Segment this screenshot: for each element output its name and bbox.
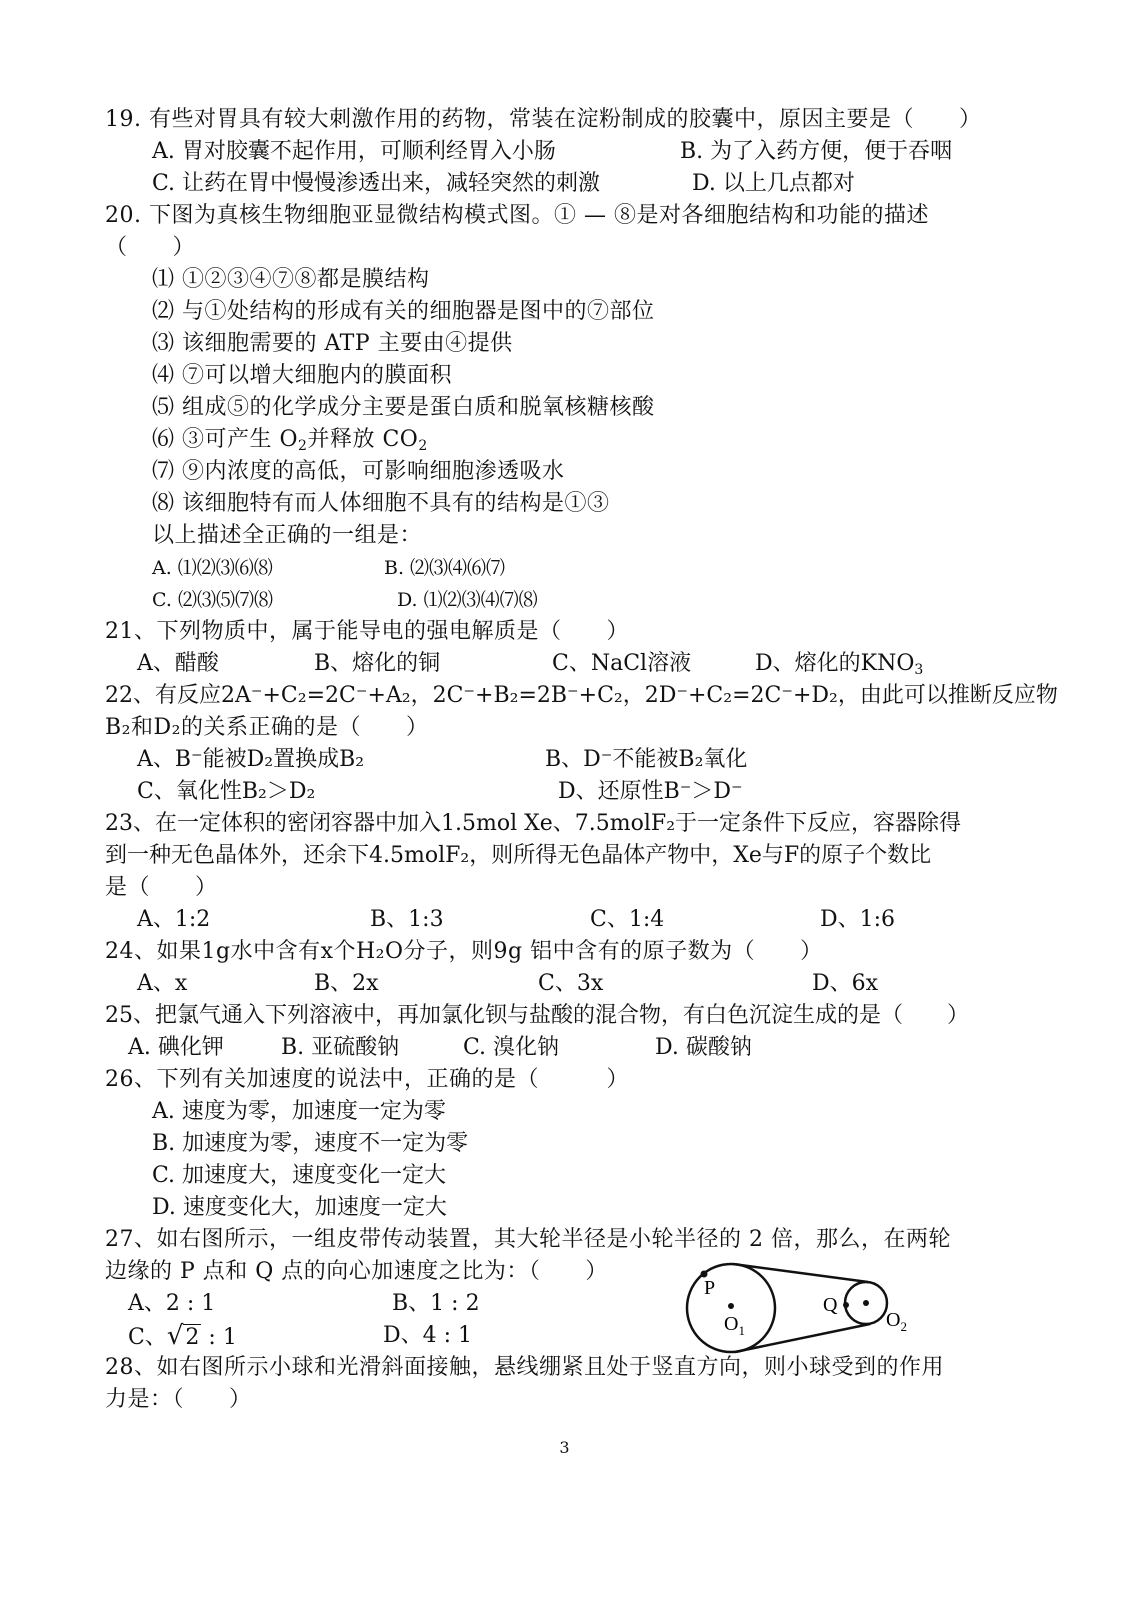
q22-option-d: D、还原性B⁻＞D⁻: [558, 779, 743, 804]
q20-item-4: ⑷ ⑦可以增大细胞内的膜面积: [152, 363, 452, 388]
q23-stem-line1: 23、在一定体积的密闭容器中加入1.5mol Xe、7.5molF₂于一定条件下反应，容器除得: [105, 811, 962, 836]
page-number: 3: [559, 1438, 570, 1457]
q23-stem-line2: 到一种无色晶体外，还余下4.5molF₂，则所得无色晶体产物中，Xe与F的原子个数比: [105, 843, 932, 868]
q24-option-d: D、6x: [812, 971, 879, 996]
center-o2: [863, 1300, 869, 1306]
q20-summary: 以上描述全正确的一组是：: [152, 523, 423, 548]
q26-option-b: B. 加速度为零，速度不一定为零: [152, 1131, 469, 1156]
q27-option-d: D、4 : 1: [383, 1323, 473, 1348]
q20-option-a: A. ⑴⑵⑶⑹⑻: [152, 557, 273, 579]
q25-option-d: D. 碳酸钠: [655, 1035, 752, 1060]
q26-option-c: C. 加速度大，速度变化一定大: [152, 1163, 447, 1188]
q26-option-a: A. 速度为零，加速度一定为零: [152, 1099, 446, 1124]
q24-option-c: C、3x: [538, 971, 604, 996]
q28-stem-line1: 28、如右图所示小球和光滑斜面接触，悬线绷紧且处于竖直方向，则小球受到的作用: [105, 1355, 944, 1380]
q22-stem-line2: B₂和D₂的关系正确的是（ ）: [105, 715, 429, 740]
q20-option-c: C. ⑵⑶⑸⑺⑻: [152, 589, 273, 611]
q22-stem-line1: 22、有反应2A⁻+C₂=2C⁻+A₂，2C⁻+B₂=2B⁻+C₂，2D⁻+C₂=2C⁻+D₂，由此可以推断反应物: [105, 683, 1058, 708]
q22-option-b: B、D⁻不能被B₂氧化: [545, 747, 748, 772]
q20-option-d: D. ⑴⑵⑶⑷⑺⑻: [397, 589, 538, 611]
q23-option-c: C、1:4: [590, 907, 665, 932]
q23-option-b: B、1:3: [370, 907, 444, 932]
q24-stem: 24、如果1g水中含有x个H₂O分子，则9g 铝中含有的原子数为（ ）: [105, 939, 823, 964]
q19-option-d: D. 以上几点都对: [692, 171, 855, 196]
q23-option-d: D、1:6: [820, 907, 896, 932]
q21-option-b: B、熔化的铜: [314, 651, 441, 676]
q20-item-1: ⑴ ①②③④⑦⑧都是膜结构: [152, 267, 430, 292]
label-o1: $O_1$: [724, 1313, 745, 1338]
q20-item-3: ⑶ 该细胞需要的 ATP 主要由④提供: [152, 331, 513, 356]
label-o2: $O_2$: [886, 1309, 907, 1334]
q27-option-c: C、√2 : 1: [128, 1321, 237, 1351]
q21-option-d: D、熔化的$KNO_3$: [755, 651, 924, 678]
q25-option-c: C. 溴化钠: [463, 1035, 560, 1060]
q23-stem-line3: 是（ ）: [105, 875, 218, 900]
belt-top: [733, 1264, 868, 1282]
label-p: P: [704, 1277, 716, 1299]
q27-stem-line1: 27、如右图所示，一组皮带传动装置，其大轮半径是小轮半径的 2 倍，那么，在两轮: [105, 1227, 951, 1252]
q26-stem: 26、下列有关加速度的说法中，正确的是（ ）: [105, 1067, 629, 1092]
q25-stem: 25、把氯气通入下列溶液中，再加氯化钡与盐酸的混合物，有白色沉淀生成的是（ ）: [105, 1003, 969, 1028]
q21-stem: 21、下列物质中，属于能导电的强电解质是（ ）: [105, 619, 629, 644]
center-o1: [728, 1303, 734, 1309]
q20-paren: （ ）: [105, 235, 196, 260]
q27-option-b: B、1 : 2: [392, 1291, 480, 1316]
q28-stem-line2: 力是：（ ）: [105, 1387, 252, 1412]
q21-option-c: C、NaCl溶液: [552, 651, 692, 676]
q20-item-6: ⑹ ③可产生 $O_2$并释放 $CO_2$: [152, 427, 428, 454]
q27-option-a: A、2 : 1: [128, 1291, 216, 1316]
q20-item-2: ⑵ 与①处结构的形成有关的细胞器是图中的⑦部位: [152, 299, 655, 324]
q21-option-a: A、醋酸: [137, 651, 219, 676]
q26-option-d: D. 速度变化大，加速度一定大: [152, 1195, 447, 1220]
q19-stem: 19. 有些对胃具有较大刺激作用的药物，常装在淀粉制成的胶囊中，原因主要是（ ）: [105, 107, 982, 132]
q22-option-c: C、氧化性B₂＞D₂: [137, 779, 316, 804]
belt-bottom: [735, 1324, 870, 1352]
belt-pulley-figure: [680, 1258, 920, 1358]
q19-option-b: B. 为了入药方便，便于吞咽: [680, 139, 953, 164]
q20-item-8: ⑻ 该细胞特有而人体细胞不具有的结构是①③: [152, 491, 610, 516]
q25-option-a: A. 碘化钾: [128, 1035, 224, 1060]
q22-option-a: A、B⁻能被D₂置换成B₂: [137, 747, 365, 772]
label-q: Q: [823, 1294, 838, 1316]
q27-stem-line2: 边缘的 P 点和 Q 点的向心加速度之比为：（ ）: [105, 1259, 608, 1284]
q19-option-c: C. 让药在胃中慢慢渗透出来，减轻突然的刺激: [152, 171, 601, 196]
q24-option-b: B、2x: [314, 971, 379, 996]
q25-option-b: B. 亚硫酸钠: [281, 1035, 400, 1060]
q20-item-5: ⑸ 组成⑤的化学成分主要是蛋白质和脱氧核糖核酸: [152, 395, 655, 420]
point-q: [843, 1302, 849, 1308]
q24-option-a: A、x: [137, 971, 188, 996]
q20-item-7: ⑺ ⑨内浓度的高低，可影响细胞渗透吸水: [152, 459, 565, 484]
q23-option-a: A、1:2: [137, 907, 211, 932]
q19-option-a: A. 胃对胶囊不起作用，可顺利经胃入小肠: [152, 139, 556, 164]
q20-stem: 20. 下图为真核生物细胞亚显微结构模式图。① — ⑧是对各细胞结构和功能的描述: [105, 203, 929, 228]
q20-option-b: B. ⑵⑶⑷⑹⑺: [384, 557, 506, 579]
